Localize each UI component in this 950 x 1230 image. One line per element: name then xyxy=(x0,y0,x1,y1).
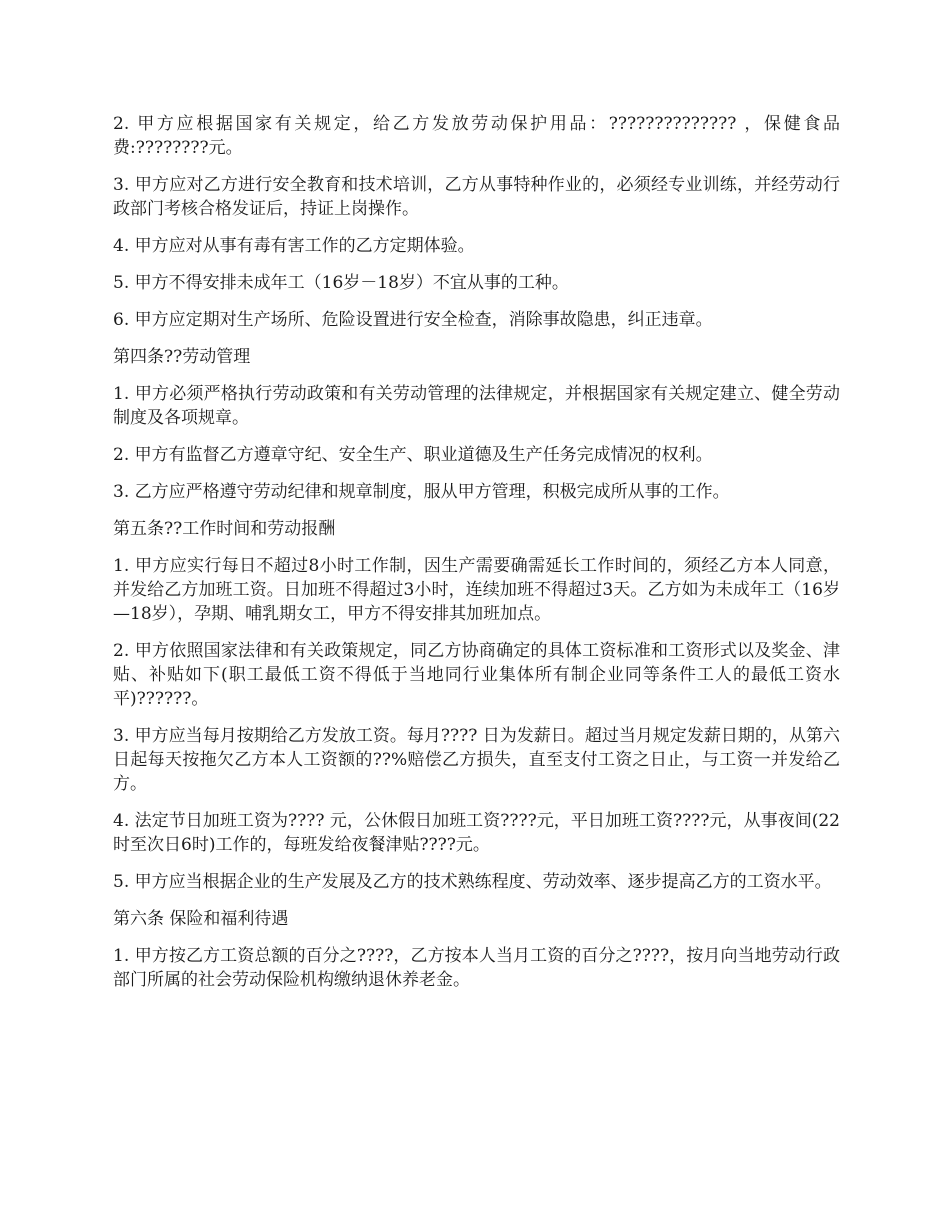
clause-3-item-2: 2. 甲方应根据国家有关规定，给乙方发放劳动保护用品：?????????????? ，保健食品费:????????元。 xyxy=(113,114,840,158)
clause-5-item-4: 4. 法定节日加班工资为???? 元，公休假日加班工资????元，平日加班工资????元，从事夜间(22时至次日6时)工作的，每班发给夜餐津贴????元。 xyxy=(113,811,840,855)
clause-5-heading: 第五条??工作时间和劳动报酬 xyxy=(113,519,336,539)
clause-4-item-2: 2. 甲方有监督乙方遵章守纪、安全生产、职业道德及生产任务完成情况的权利。 xyxy=(113,445,713,465)
clause-6-item-1: 1. 甲方按乙方工资总额的百分之????，乙方按本人当月工资的百分之????，按月向当地劳动行政部门所属的社会劳动保险机构缴纳退休养老金。 xyxy=(113,946,840,990)
clause-4-item-1: 1. 甲方必须严格执行劳动政策和有关劳动管理的法律规定，并根据国家有关规定建立、健全劳动制度及各项规章。 xyxy=(113,384,840,428)
clause-5-item-1: 1. 甲方应实行每日不超过8小时工作制，因生产需要确需延长工作时间的，须经乙方本人同意，并发给乙方加班工资。日加班不得超过3小时，连续加班不得超过3天。乙方如为未成年工（16岁—18岁），孕期、哺乳期女工，甲方不得安排其加班加点。 xyxy=(113,556,840,624)
clause-6-heading: 第六条 保险和福利待遇 xyxy=(113,909,289,929)
clause-4-item-3: 3. 乙方应严格遵守劳动纪律和规章制度，服从甲方管理，积极完成所从事的工作。 xyxy=(113,482,730,502)
clause-4-heading: 第四条??劳动管理 xyxy=(113,347,251,367)
document-page xyxy=(113,112,840,1005)
clause-5-item-2: 2. 甲方依照国家法律和有关政策规定，同乙方协商确定的具体工资标准和工资形式以及奖金、津贴、补贴如下(职工最低工资不得低于当地同行业集体所有制企业同等条件工人的最低工资水平)??????。 xyxy=(113,641,840,709)
clause-3-item-3: 3. 甲方应对乙方进行安全教育和技术培训，乙方从事特种作业的，必须经专业训练，并经劳动行政部门考核合格发证后，持证上岗操作。 xyxy=(113,175,840,219)
clause-5-item-3: 3. 甲方应当每月按期给乙方发放工资。每月???? 日为发薪日。超过当月规定发薪日期的，从第六日起每天按拖欠乙方本人工资额的??%赔偿乙方损失，直至支付工资之日止，与工资一并发给乙方。 xyxy=(113,726,840,794)
clause-3-item-6: 6. 甲方应定期对生产场所、危险设置进行安全检查，消除事故隐患，纠正违章。 xyxy=(113,310,713,330)
clause-5-item-5: 5. 甲方应当根据企业的生产发展及乙方的技术熟练程度、劳动效率、逐步提高乙方的工资水平。 xyxy=(113,872,832,892)
clause-3-item-4: 4. 甲方应对从事有毒有害工作的乙方定期体验。 xyxy=(113,236,475,256)
clause-3-item-5: 5. 甲方不得安排未成年工（16岁－18岁）不宜从事的工种。 xyxy=(113,273,569,293)
